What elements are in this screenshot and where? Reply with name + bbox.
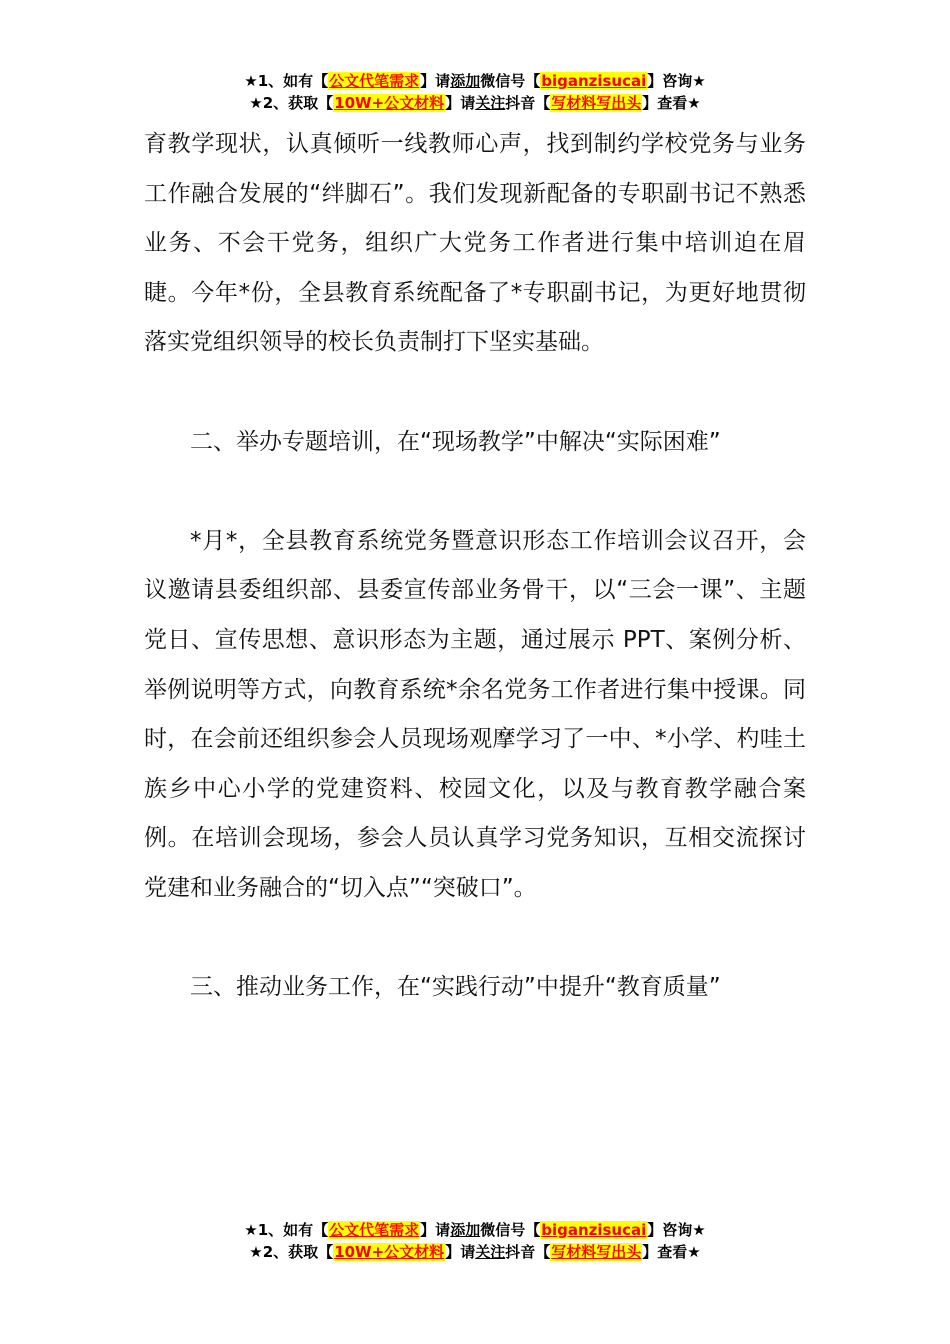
- highlight-wechat-id: biganzisucai: [541, 1221, 647, 1239]
- highlight-service: 公文代笔需求: [329, 72, 420, 90]
- emphasis-follow: 关注: [475, 1243, 506, 1261]
- emphasis-follow: 关注: [475, 94, 506, 112]
- paragraph-intro-continued: 育教学现状，认真倾听一线教师心声，找到制约学校党务与业务工作融合发展的“绊脚石”。我们发现新配备的专职副书记不熟悉业务、不会干党务，组织广大党务工作者进行集中培训迫在眉睫。今年*份，全县教育系统配备了*专职副书记，为更好地贯彻落实党组织领导的校长负责制打下坚实基础。: [144, 131, 806, 356]
- header-banner: [0, 70, 950, 114]
- highlight-service: 公文代笔需求: [329, 1221, 420, 1239]
- footer-line-1: ★1、如有【公文代笔需求】请添加微信号【biganzisucai】咨询★: [244, 1221, 706, 1239]
- emphasis-add: 添加: [450, 1221, 481, 1239]
- highlight-materials: 10W+公文材料: [334, 94, 445, 112]
- footer-line-2: ★2、获取【10W+公文材料】请关注抖音【写材料写出头】查看★: [249, 1243, 701, 1261]
- paragraph-training: *月*，全县教育系统党务暨意识形态工作培训会议召开，会议邀请县委组织部、县委宣传部业务骨干，以“三会一课”、主题党日、宣传思想、意识形态为主题，通过展示 PPT、案例分析、举例说明等方式，向教育系统*余名党务工作者进行集中授课。同时，在会前还组织参会人员现场观摩学习了一中、*小学、杓哇土族乡中心小学的党建资料、校园文化，以及与教育教学融合案例。在培训会现场，参会人员认真学习党务知识，互相交流探讨党建和业务融合的“切入点”“突破口”。: [144, 527, 806, 901]
- highlight-wechat-id: biganzisucai: [541, 72, 647, 90]
- banner-line-1: ★1、如有【公文代笔需求】请添加微信号【biganzisucai】咨询★: [244, 72, 706, 90]
- footer-banner: [0, 1219, 950, 1263]
- highlight-douyin-account: 写材料写出头: [551, 1243, 642, 1261]
- highlight-materials: 10W+公文材料: [334, 1243, 445, 1261]
- banner-line-2: ★2、获取【10W+公文材料】请关注抖音【写材料写出头】查看★: [249, 94, 701, 112]
- emphasis-add: 添加: [450, 72, 481, 90]
- highlight-douyin-account: 写材料写出头: [551, 94, 642, 112]
- document-body: [144, 120, 806, 1013]
- section-heading-2: 二、举办专题培训，在“现场教学”中解决“实际困难”: [190, 428, 721, 455]
- section-heading-3: 三、推动业务工作，在“实践行动”中提升“教育质量”: [190, 974, 721, 1001]
